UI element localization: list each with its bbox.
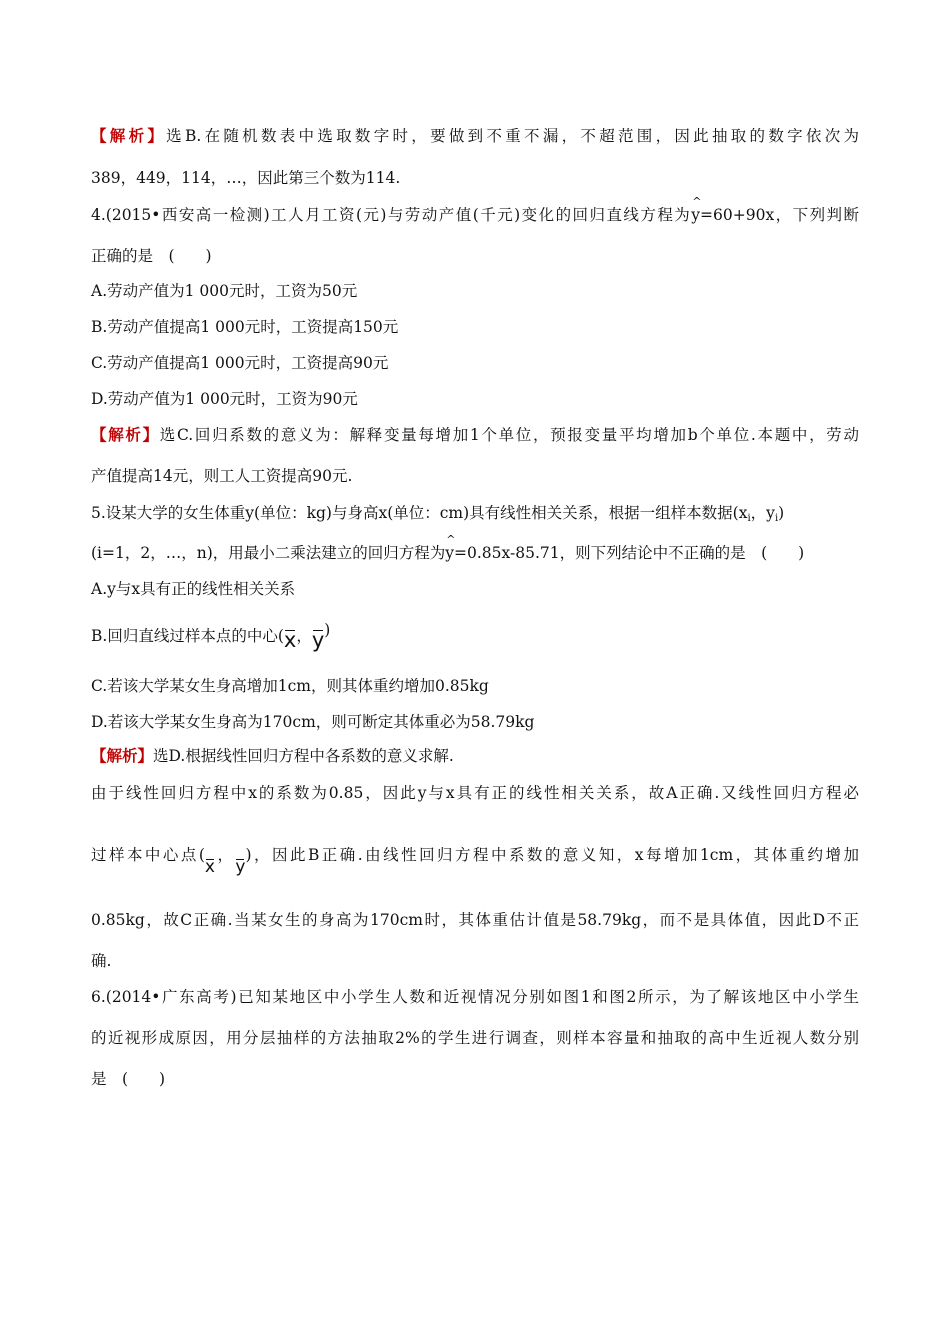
x-bar-symbol: x xyxy=(204,857,215,877)
q5-analysis-line-1: 【解析】选D.根据线性回归方程中各系数的意义求解. xyxy=(91,746,454,765)
q3-analysis-line-2: 389，449，114，…，因此第三个数为114. xyxy=(91,169,401,187)
q4-option-d: D.劳动产值为1 000元时，工资为90元 xyxy=(91,390,358,408)
analysis-tag: 【解析】 xyxy=(91,425,160,444)
q5-option-b: B.回归直线过样本点的中心(x，y) xyxy=(91,621,331,652)
y-hat-symbol: ^ y xyxy=(445,543,454,563)
analysis-tag: 【解析】 xyxy=(91,126,167,145)
y-bar-symbol: y xyxy=(311,628,325,652)
q4-option-c: C.劳动产值提高1 000元时，工资提高90元 xyxy=(91,354,389,372)
y-bar-symbol: y xyxy=(235,857,246,877)
q4-stem-line-1: 4.(2015•西安高一检测)工人月工资(元)与劳动产值(千元)变化的回归直线方程为^ y=60+90x，下列判断 xyxy=(91,205,859,225)
q5-analysis-line-4: 0.85kg，故C正确.当某女生的身高为170cm时，其体重估计值是58.79kg，而不是具体值，因此D不正 xyxy=(91,911,859,929)
q5-analysis-line-3: 过样本中心点(x，y)，因此B正确.由线性回归方程中系数的意义知，x每增加1cm，其体重约增加 xyxy=(91,846,859,877)
q4-analysis-line-1: 【解析】选C.回归系数的意义为：解释变量每增加1个单位，预报变量平均增加b个单位.本题中，劳动 xyxy=(91,425,859,444)
analysis-tag: 【解析】 xyxy=(91,746,154,765)
q4-analysis-line-2: 产值提高14元，则工人工资提高90元. xyxy=(91,467,353,485)
q6-stem-line-1: 6.(2014•广东高考)已知某地区中小学生人数和近视情况分别如图1和图2所示，为了解该地区中小学生 xyxy=(91,988,859,1006)
q5-option-c: C.若该大学某女生身高增加1cm，则其体重约增加0.85kg xyxy=(91,677,489,695)
q5-analysis-line-2: 由于线性回归方程中x的系数为0.85，因此y与x具有正的线性相关关系，故A正确.又线性回归方程必 xyxy=(91,784,859,802)
q5-stem-line-1: 5.设某大学的女生体重y(单位：kg)与身高x(单位：cm)具有线性相关关系，根据一组样本数据($x_i$，$y_i$) xyxy=(91,504,785,524)
q4-option-b: B.劳动产值提高1 000元时，工资提高150元 xyxy=(91,318,399,336)
q3-analysis-line-1: 【解析】选B.在随机数表中选取数字时，要做到不重不漏，不超范围，因此抽取的数字依次为 xyxy=(91,126,859,145)
q6-stem-line-2: 的近视形成原因，用分层抽样的方法抽取2%的学生进行调查，则样本容量和抽取的高中生近视人数分别 xyxy=(91,1029,859,1047)
q5-analysis-line-5: 确. xyxy=(91,952,112,970)
q6-stem-line-3: 是 ( ) xyxy=(91,1070,166,1088)
q5-option-a: A.y与x具有正的线性相关关系 xyxy=(91,580,296,598)
x-bar-symbol: x xyxy=(283,628,297,652)
y-hat-symbol: ^ y xyxy=(691,205,700,225)
q5-option-d: D.若该大学某女生身高为170cm，则可断定其体重必为58.79kg xyxy=(91,713,535,731)
q4-stem-line-2: 正确的是 ( ) xyxy=(91,247,212,265)
q5-stem-line-2: (i=1，2，…，n)，用最小二乘法建立的回归方程为^ y=0.85x-85.71，则下列结论中不正确的是 ( ) xyxy=(91,543,804,563)
q4-option-a: A.劳动产值为1 000元时，工资为50元 xyxy=(91,282,358,300)
